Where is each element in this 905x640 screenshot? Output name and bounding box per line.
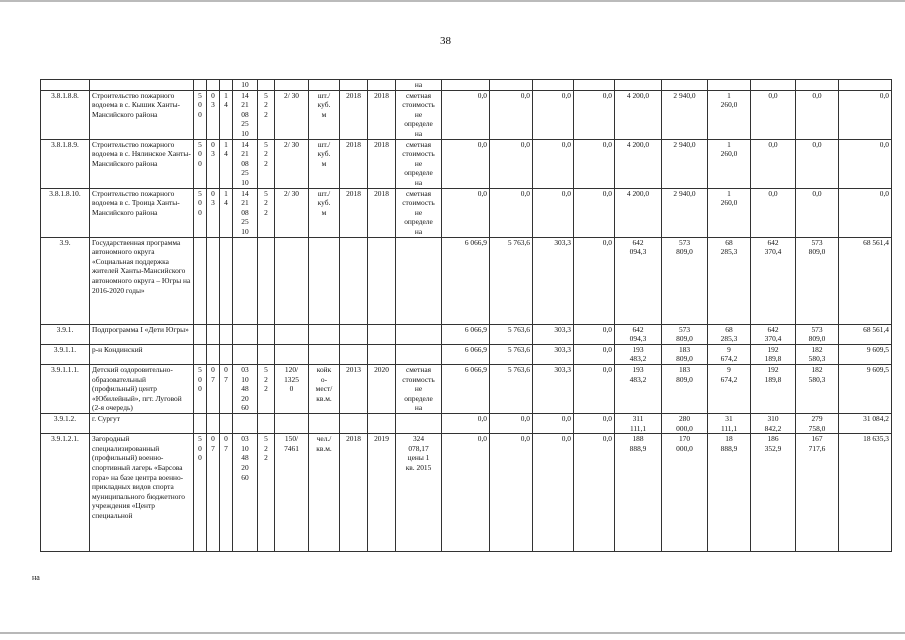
- object-name-cell: Строительство пожарного водоема в с. Троица Ханты-Мансийского района: [90, 188, 194, 237]
- value-cell: 311 111,1: [615, 413, 662, 433]
- value-cell: 192 189,8: [751, 344, 796, 364]
- code-cell: [207, 413, 220, 433]
- value-cell: 280 000,0: [662, 413, 708, 433]
- unit-cell: койк о- мест/ кв.м.: [309, 364, 340, 413]
- code-cell: [233, 344, 258, 364]
- value-cell: 642 094,3: [615, 324, 662, 344]
- code-cell: [207, 344, 220, 364]
- value-cell: 0,0: [490, 139, 533, 188]
- scan-edge-top: [0, 0, 905, 2]
- code-cell: 10: [233, 80, 258, 91]
- value-cell: 0,0: [442, 188, 490, 237]
- value-cell: 0,0: [574, 344, 615, 364]
- code-cell: [220, 413, 233, 433]
- object-name-cell: Подпрограмма I «Дети Югры»: [90, 324, 194, 344]
- object-name-cell: р-н Кондинский: [90, 344, 194, 364]
- code-cell: 1 4: [220, 90, 233, 139]
- value-cell: 9 609,5: [839, 364, 892, 413]
- code-cell: 5 2 2: [258, 434, 275, 552]
- code-cell: [258, 237, 275, 324]
- code-cell: 5 0 0: [194, 139, 207, 188]
- cost-cell: сметная стоимость не определе на: [396, 90, 442, 139]
- value-cell: 1 260,0: [708, 188, 751, 237]
- code-cell: 0 7: [207, 434, 220, 552]
- value-cell: 18 635,3: [839, 434, 892, 552]
- value-cell: 0,0: [442, 139, 490, 188]
- row-id-cell: 3.8.1.8.9.: [41, 139, 90, 188]
- value-cell: 186 352,9: [751, 434, 796, 552]
- code-cell: [194, 344, 207, 364]
- end-year-cell: 2018: [368, 188, 396, 237]
- start-year-cell: 2018: [340, 188, 368, 237]
- value-cell: 9 674,2: [708, 364, 751, 413]
- table-row: [41, 237, 892, 324]
- start-year-cell: [340, 324, 368, 344]
- value-cell: 0,0: [442, 90, 490, 139]
- value-cell: 2 940,0: [662, 188, 708, 237]
- value-cell: 0,0: [442, 413, 490, 433]
- start-year-cell: 2018: [340, 139, 368, 188]
- capacity-cell: 150/ 7461: [275, 434, 309, 552]
- value-cell: 68 561,4: [839, 324, 892, 344]
- cost-cell: на: [396, 80, 442, 91]
- value-cell: 573 809,0: [796, 324, 839, 344]
- row-id-cell: 3.9.1.1.1.: [41, 364, 90, 413]
- table-row: [41, 139, 892, 188]
- value-cell: 0,0: [796, 188, 839, 237]
- code-cell: 03 10 48 20 60: [233, 434, 258, 552]
- cost-cell: сметная стоимость не определе на: [396, 364, 442, 413]
- code-cell: [207, 324, 220, 344]
- value-cell: 0,0: [574, 90, 615, 139]
- unit-cell: [309, 344, 340, 364]
- value-cell: 9 609,5: [839, 344, 892, 364]
- value-cell: 0,0: [533, 188, 574, 237]
- scan-edge-bottom: [0, 632, 905, 634]
- value-cell: 6 066,9: [442, 237, 490, 324]
- code-cell: 1 4: [220, 188, 233, 237]
- code-cell: 5 0 0: [194, 188, 207, 237]
- start-year-cell: 2018: [340, 434, 368, 552]
- value-cell: 193 483,2: [615, 364, 662, 413]
- end-year-cell: 2019: [368, 434, 396, 552]
- value-cell: 303,3: [533, 237, 574, 324]
- value-cell: 303,3: [533, 364, 574, 413]
- value-cell: 182 580,3: [796, 344, 839, 364]
- value-cell: 68 285,3: [708, 237, 751, 324]
- value-cell: 0,0: [839, 188, 892, 237]
- row-id-cell: 3.9.1.2.: [41, 413, 90, 433]
- cost-cell: сметная стоимость не определе на: [396, 188, 442, 237]
- row-id-cell: 3.9.1.1.: [41, 344, 90, 364]
- unit-cell: чел./ кв.м.: [309, 434, 340, 552]
- table-row-continuation: [41, 80, 892, 91]
- page-number: 38: [440, 35, 451, 47]
- code-cell: [207, 237, 220, 324]
- row-id-cell: 3.9.1.: [41, 324, 90, 344]
- value-cell: 0,0: [796, 139, 839, 188]
- value-cell: 642 370,4: [751, 237, 796, 324]
- value-cell: 68 285,3: [708, 324, 751, 344]
- table-row: [41, 413, 892, 433]
- end-year-cell: [368, 237, 396, 324]
- row-id-cell: 3.9.: [41, 237, 90, 324]
- value-cell: 0,0: [574, 434, 615, 552]
- value-cell: 0,0: [490, 90, 533, 139]
- row-id-cell: 3.8.1.8.10.: [41, 188, 90, 237]
- value-cell: 1 260,0: [708, 139, 751, 188]
- code-cell: 1 4: [220, 139, 233, 188]
- code-cell: 5 2 2: [258, 139, 275, 188]
- code-cell: 5 0 0: [194, 364, 207, 413]
- footer-note: на: [32, 573, 40, 582]
- value-cell: 642 370,4: [751, 324, 796, 344]
- value-cell: 2 940,0: [662, 90, 708, 139]
- end-year-cell: 2018: [368, 139, 396, 188]
- object-name-cell: Строительство пожарного водоема в с. Кышик Ханты-Мансийского района: [90, 90, 194, 139]
- start-year-cell: [340, 344, 368, 364]
- end-year-cell: [368, 344, 396, 364]
- value-cell: 183 809,0: [662, 364, 708, 413]
- table-row: [41, 90, 892, 139]
- value-cell: 5 763,6: [490, 324, 533, 344]
- value-cell: 573 809,0: [662, 324, 708, 344]
- value-cell: 4 200,0: [615, 90, 662, 139]
- value-cell: 0,0: [574, 364, 615, 413]
- object-name-cell: Строительство пожарного водоема в с. Нялинское Ханты-Мансийского района: [90, 139, 194, 188]
- cost-cell: сметная стоимость не определе на: [396, 139, 442, 188]
- value-cell: 2 940,0: [662, 139, 708, 188]
- unit-cell: шт./ куб. м: [309, 139, 340, 188]
- unit-cell: шт./ куб. м: [309, 188, 340, 237]
- cost-cell: [396, 237, 442, 324]
- value-cell: 0,0: [490, 434, 533, 552]
- capacity-cell: 120/ 1325 0: [275, 364, 309, 413]
- end-year-cell: 2018: [368, 90, 396, 139]
- unit-cell: шт./ куб. м: [309, 90, 340, 139]
- code-cell: 03 10 48 20 60: [233, 364, 258, 413]
- value-cell: 5 763,6: [490, 237, 533, 324]
- code-cell: [258, 324, 275, 344]
- value-cell: 0,0: [533, 413, 574, 433]
- capacity-cell: [275, 324, 309, 344]
- code-cell: [233, 413, 258, 433]
- code-cell: [220, 344, 233, 364]
- row-id-cell: 3.9.1.2.1.: [41, 434, 90, 552]
- code-cell: [258, 344, 275, 364]
- code-cell: [194, 413, 207, 433]
- row-id-cell: 3.8.1.8.8.: [41, 90, 90, 139]
- value-cell: 0,0: [533, 90, 574, 139]
- code-cell: 5 0 0: [194, 90, 207, 139]
- object-name-cell: Государственная программа автономного округа «Социальная поддержка жителей Ханты-Мансийского автономного округа – Югры на 2016-2020 годы»: [90, 237, 194, 324]
- value-cell: 188 888,9: [615, 434, 662, 552]
- code-cell: 14 21 08 25 10: [233, 90, 258, 139]
- value-cell: 0,0: [574, 413, 615, 433]
- cost-cell: [396, 344, 442, 364]
- value-cell: 31 111,1: [708, 413, 751, 433]
- table-row: [41, 324, 892, 344]
- value-cell: 573 809,0: [796, 237, 839, 324]
- code-cell: 0 3: [207, 90, 220, 139]
- table-row: [41, 188, 892, 237]
- value-cell: 573 809,0: [662, 237, 708, 324]
- cost-cell: [396, 324, 442, 344]
- code-cell: [258, 413, 275, 433]
- value-cell: 68 561,4: [839, 237, 892, 324]
- value-cell: 18 888,9: [708, 434, 751, 552]
- code-cell: 5 0 0: [194, 434, 207, 552]
- value-cell: 170 000,0: [662, 434, 708, 552]
- code-cell: 14 21 08 25 10: [233, 188, 258, 237]
- value-cell: 183 809,0: [662, 344, 708, 364]
- table-row: [41, 434, 892, 552]
- value-cell: 0,0: [533, 434, 574, 552]
- capacity-cell: 2/ 30: [275, 90, 309, 139]
- start-year-cell: 2018: [340, 90, 368, 139]
- start-year-cell: 2013: [340, 364, 368, 413]
- code-cell: [220, 237, 233, 324]
- end-year-cell: [368, 324, 396, 344]
- value-cell: 193 483,2: [615, 344, 662, 364]
- value-cell: 310 842,2: [751, 413, 796, 433]
- code-cell: [220, 324, 233, 344]
- value-cell: 642 094,3: [615, 237, 662, 324]
- code-cell: 5 2 2: [258, 364, 275, 413]
- code-cell: 14 21 08 25 10: [233, 139, 258, 188]
- capacity-cell: [275, 237, 309, 324]
- code-cell: 5 2 2: [258, 188, 275, 237]
- unit-cell: [309, 324, 340, 344]
- object-name-cell: г. Сургут: [90, 413, 194, 433]
- start-year-cell: [340, 413, 368, 433]
- value-cell: 0,0: [442, 434, 490, 552]
- value-cell: 0,0: [574, 139, 615, 188]
- value-cell: 0,0: [574, 237, 615, 324]
- value-cell: 6 066,9: [442, 344, 490, 364]
- capacity-cell: 2/ 30: [275, 139, 309, 188]
- value-cell: 0,0: [839, 90, 892, 139]
- capacity-cell: [275, 413, 309, 433]
- value-cell: 303,3: [533, 324, 574, 344]
- cost-cell: 324 078,17 цены 1 кв. 2015: [396, 434, 442, 552]
- object-name-cell: Детский оздоровительно-образовательный (профильный) центр «Юбилейный», пгт. Луговой (2-я очередь): [90, 364, 194, 413]
- value-cell: 9 674,2: [708, 344, 751, 364]
- capacity-cell: 2/ 30: [275, 188, 309, 237]
- value-cell: 0,0: [751, 90, 796, 139]
- value-cell: 0,0: [751, 139, 796, 188]
- cost-cell: [396, 413, 442, 433]
- code-cell: 0 3: [207, 188, 220, 237]
- value-cell: 4 200,0: [615, 139, 662, 188]
- value-cell: 6 066,9: [442, 324, 490, 344]
- table-row: [41, 364, 892, 413]
- table-row: [41, 344, 892, 364]
- unit-cell: [309, 413, 340, 433]
- code-cell: 0 7: [220, 434, 233, 552]
- capacity-cell: [275, 344, 309, 364]
- end-year-cell: [368, 413, 396, 433]
- value-cell: 0,0: [574, 188, 615, 237]
- value-cell: 0,0: [574, 324, 615, 344]
- value-cell: 0,0: [839, 139, 892, 188]
- code-cell: 0 3: [207, 139, 220, 188]
- value-cell: 182 580,3: [796, 364, 839, 413]
- value-cell: 192 189,8: [751, 364, 796, 413]
- unit-cell: [309, 237, 340, 324]
- value-cell: 1 260,0: [708, 90, 751, 139]
- code-cell: 5 2 2: [258, 90, 275, 139]
- value-cell: 4 200,0: [615, 188, 662, 237]
- value-cell: 31 084,2: [839, 413, 892, 433]
- value-cell: 5 763,6: [490, 364, 533, 413]
- value-cell: 5 763,6: [490, 344, 533, 364]
- end-year-cell: 2020: [368, 364, 396, 413]
- code-cell: [194, 324, 207, 344]
- value-cell: 0,0: [490, 413, 533, 433]
- value-cell: 0,0: [796, 90, 839, 139]
- value-cell: 0,0: [533, 139, 574, 188]
- code-cell: 0 7: [220, 364, 233, 413]
- code-cell: [233, 324, 258, 344]
- object-name-cell: Загородный специализированный (профильный) военно-спортивный лагерь «Барсова гора» на базе центра военно-прикладных видов спорта муниципального бюджетного учреждения «Центр специальной: [90, 434, 194, 552]
- start-year-cell: [340, 237, 368, 324]
- capital-construction-table: [40, 79, 892, 552]
- value-cell: 279 758,0: [796, 413, 839, 433]
- value-cell: 167 717,6: [796, 434, 839, 552]
- value-cell: 0,0: [490, 188, 533, 237]
- value-cell: 0,0: [751, 188, 796, 237]
- value-cell: 6 066,9: [442, 364, 490, 413]
- value-cell: 303,3: [533, 344, 574, 364]
- code-cell: [194, 237, 207, 324]
- code-cell: 0 7: [207, 364, 220, 413]
- code-cell: [233, 237, 258, 324]
